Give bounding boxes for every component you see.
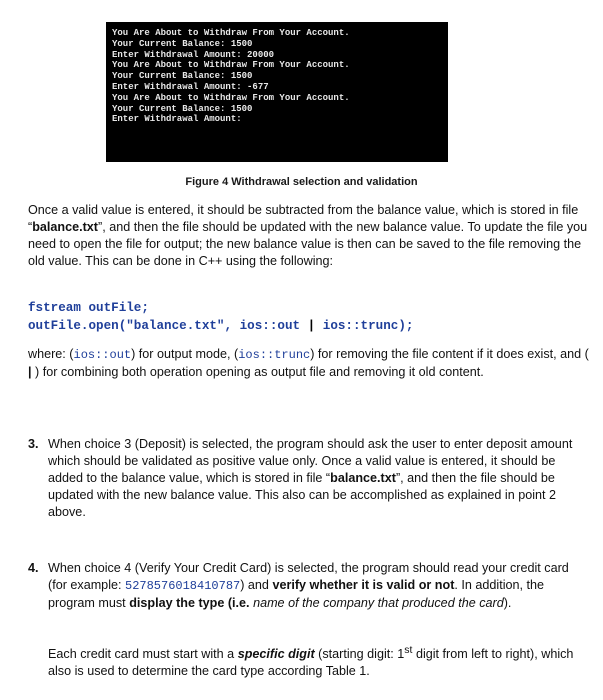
text-span: ) for removing the file content if it does exist, and ( (310, 347, 589, 361)
console-line: Your Current Balance: 1500 (112, 103, 253, 114)
code-pipe: | (307, 319, 316, 333)
code-span: ios::trunc); (315, 319, 414, 333)
list-item-deposit (28, 436, 590, 521)
pipe-symbol: | (28, 365, 32, 379)
emphasis: display the type (i.e. (129, 596, 254, 610)
text-span: where: ( (28, 347, 74, 361)
code-block (28, 299, 413, 335)
paragraph-starting-digit (48, 642, 590, 680)
console-line: You Are About to Withdraw From Your Account. (112, 92, 350, 103)
list-item-body (48, 436, 590, 521)
text-span: When choice 4 (Verify Your Credit Card) is selected, the program should read your credit card (for example: (48, 561, 569, 592)
inline-code: ios::trunc (238, 348, 311, 362)
list-number: 3. (28, 437, 39, 451)
text-span: ) and (240, 578, 273, 592)
console-line: Your Current Balance: 1500 (112, 71, 253, 82)
console-line: You Are About to Withdraw From Your Account. (112, 60, 350, 71)
code-line (28, 317, 413, 335)
code-span: outFile.open("balance.txt", ios::out (28, 319, 308, 333)
filename: balance.txt (32, 220, 98, 234)
figure-caption: Figure 4 Withdrawal selection and validation (185, 176, 418, 188)
paragraph-update-file (28, 202, 590, 270)
text-span: (starting digit: 1 (314, 647, 405, 662)
text-span: ) for combining both operation opening as output file and removing it old content. (31, 365, 484, 379)
text-span: ) for output mode, ( (131, 347, 239, 361)
filename: balance.txt (330, 471, 396, 485)
console-line: Enter Withdrawal Amount: (112, 114, 242, 125)
text-span: Each credit card must start with a (48, 647, 238, 662)
text-span: digit from left to right), which also is used to determine the card type according Table 1. (48, 647, 574, 679)
text-span: When choice 3 (Deposit) is selected, the program should ask the user to enter deposit amount which should be validated as positive value only. Once a valid value is entered, it should be added to the balance value, which is stored in file “ (48, 437, 573, 485)
text-span: . In addition, the program must (48, 578, 545, 610)
text-span: ”, and then the file should be updated with the new balance value. To update the file you need to open the file for output; the new balance value is then can be saved to the file removing the old value. This can be done in C++ using the following: (28, 220, 588, 268)
text-span: Once a valid value is entered, it should be subtracted from the balance value, which is stored in file “ (28, 203, 579, 234)
list-number: 4. (28, 561, 39, 575)
card-number-example: 5278576018410787 (125, 579, 241, 593)
superscript: st (404, 644, 413, 656)
console-line: Enter Withdrawal Amount: 20000 (112, 49, 275, 60)
italic-text: name of the company that produced the card (253, 596, 504, 610)
list-item-verify-card (28, 560, 590, 612)
emphasis: verify whether it is valid or not (272, 578, 455, 592)
console-line: You Are About to Withdraw From Your Account. (112, 28, 350, 38)
code-line: fstream outFile; (28, 301, 149, 315)
text-span: ). (503, 596, 512, 610)
text-span: ”, and then the file should be updated with the new balance value. This also can be accomplished as explained in point 2 above. (48, 471, 557, 519)
paragraph-where (28, 346, 590, 381)
console-output (106, 22, 448, 162)
list-item-body (48, 560, 590, 612)
emphasis: specific digit (237, 647, 315, 662)
console-line: Your Current Balance: 1500 (112, 38, 253, 49)
console-line: Enter Withdrawal Amount: -677 (112, 81, 269, 92)
inline-code: ios::out (73, 348, 132, 362)
